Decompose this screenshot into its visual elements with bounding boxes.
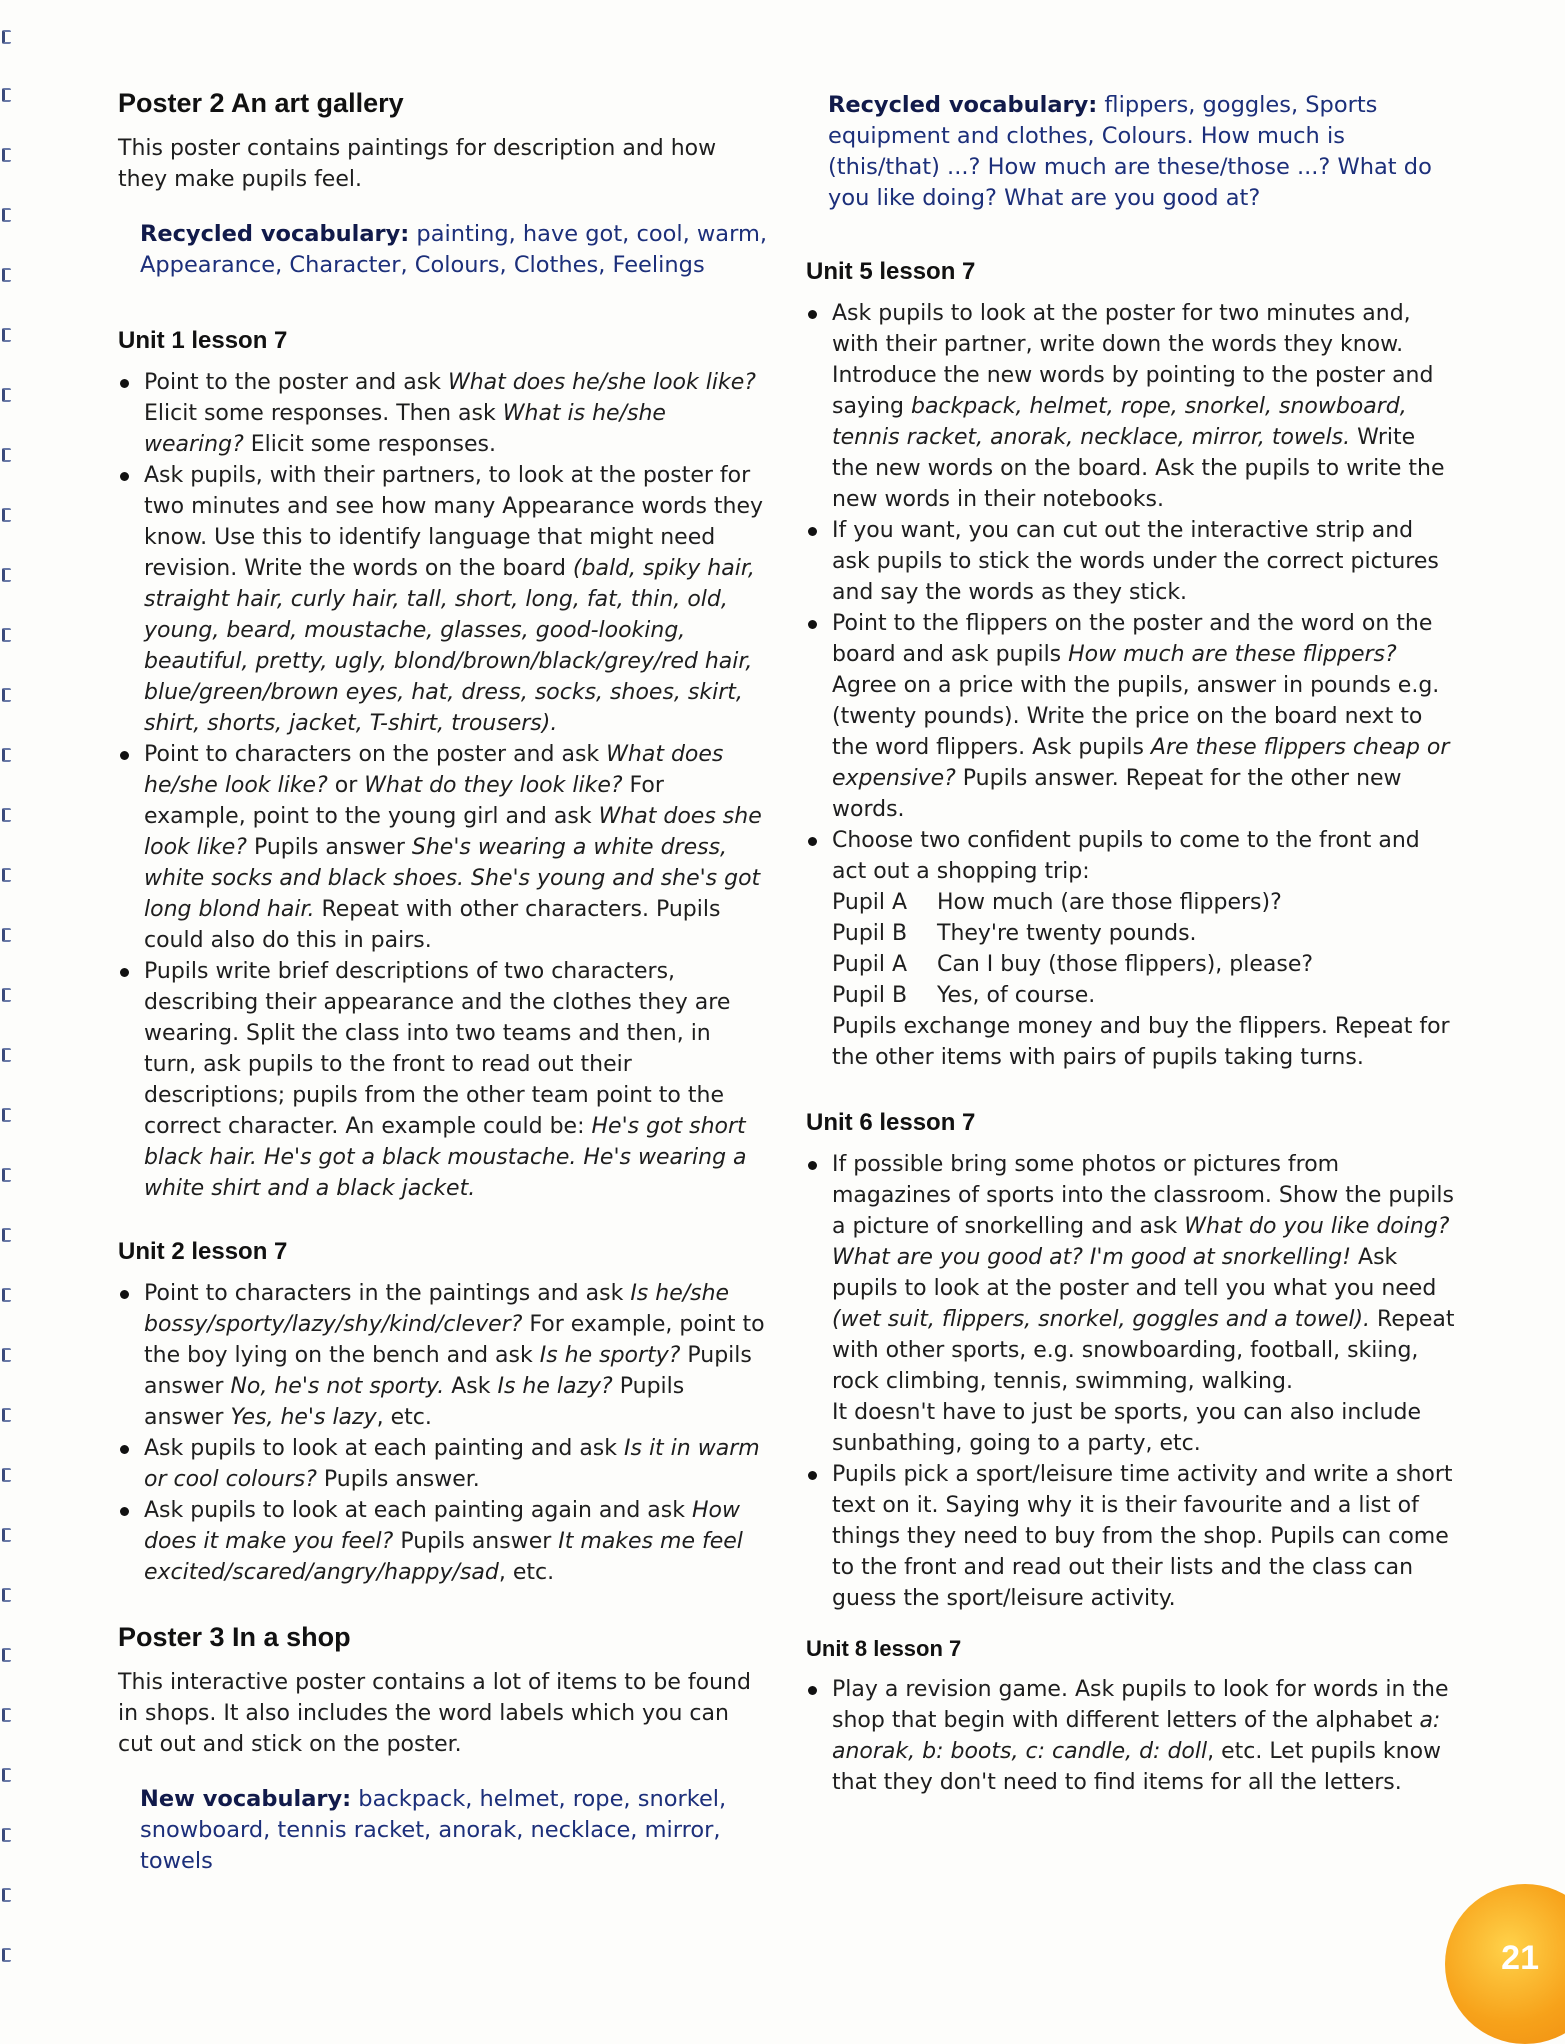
unit5-title: Unit 5 lesson 7 [806,258,976,285]
unit2-title: Unit 2 lesson 7 [118,1238,288,1265]
poster3-intro: This interactive poster contains a lot of items to be found in shops. It also includes the word labels which you can cut out and stick on the poster. [118,1670,751,1757]
list-item: Point to characters on the poster and ask What does he/she look like? or What do they look like? For example, point to the young girl and ask What does she look like? Pupils answer She's wearing a white dress, white socks and black shoes. She's young and she's got long blond hair. Repeat with other characters. Pupils could also do this in pairs. [118,739,768,956]
poster2-title: Poster 2 An art gallery [118,88,404,118]
list-item: Ask pupils to look at the poster for two minutes and, with their partner, write down the words they know. Introduce the new words by pointing to the poster and saying backpack, helmet, rope, snorkel, snowboard, tennis racket, anorak, necklace, mirror, towels. Write the new words on the board. Ask the pupils to write the new words in their notebooks. [806,298,1456,515]
unit6-title: Unit 6 lesson 7 [806,1109,976,1136]
list-item: If possible bring some photos or pictures from magazines of sports into the classroom. Show the pupils a picture of snorkelling and ask What do you like doing? What are you good at? I'm good at snorkelling! Ask pupils to look at the poster and tell you what you need (wet suit, flippers, snorkel, goggles and a towel). Repeat with other sports, e.g. snowboarding, football, skiing, rock climbing, tennis, swimming, walking. It doesn't have to just be sports, you can also include sunbathing, going to a party, etc. [806,1149,1456,1459]
dialog-row: Pupil A How much (are those flippers)? [832,890,1282,915]
list-item: Pupils pick a sport/leisure time activity and write a short text on it. Saying why it is their favourite and a list of things they need to buy from the shop. Pupils can come to the front and read out their lists and the class can guess the sport/leisure activity. [806,1459,1456,1614]
list-item: Point to characters in the paintings and ask Is he/she bossy/sporty/lazy/shy/kind/clever? For example, point to the boy lying on the bench and ask Is he sporty? Pupils answer No, he's not sporty. Ask Is he lazy? Pupils answer Yes, he's lazy, etc. [118,1278,768,1433]
unit8-title: Unit 8 lesson 7 [806,1636,962,1661]
recycled-vocab-text: flippers, goggles, Sports equipment and clothes, Colours. How much is (this/that) ...? How much are these/those ...? What do you like doing? What are you good at? [828,92,1432,211]
recycled-vocab [828,90,1456,214]
unit5-list [806,298,1456,1073]
dialog-after: Pupils exchange money and buy the flippers. Repeat for the other items with pairs of pupils taking turns. [832,1014,1450,1070]
unit6-list [806,1149,1456,1614]
list-item: Ask pupils to look at each painting again and ask How does it make you feel? Pupils answer It makes me feel excited/scared/angry/happy/sad, etc. [118,1495,768,1588]
shopping-dialog [832,887,1456,1011]
list-item: Play a revision game. Ask pupils to look for words in the shop that begin with different letters of the alphabet a: anorak, b: boots, c: candle, d: doll, etc. Let pupils know that they don't need to find items for all the letters. [806,1674,1456,1798]
poster3-vocab [140,1784,768,1877]
recycled-vocab-label: Recycled vocabulary: [828,92,1098,118]
spiral-binding [0,0,14,2000]
unit8-list [806,1674,1456,1798]
unit1-title: Unit 1 lesson 7 [118,327,288,354]
list-item: Ask pupils to look at each painting and ask Is it in warm or cool colours? Pupils answer. [118,1433,768,1495]
left-column [118,88,768,1917]
poster2-intro: This poster contains paintings for description and how they make pupils feel. [118,136,717,192]
list-item: Pupils write brief descriptions of two characters, describing their appearance and the clothes they are wearing. Split the class into two teams and then, in turn, ask pupils to the front to read out their descriptions; pupils from the other team point to the correct character. An example could be: He's got short black hair. He's got a black moustache. He's wearing a white shirt and a black jacket. [118,956,768,1204]
poster3-vocab-label: New vocabulary: [140,1786,352,1812]
list-item: Point to the poster and ask What does he/she look like? Elicit some responses. Then ask What is he/she wearing? Elicit some responses. [118,367,768,460]
page-number: 21 [1501,1939,1539,1977]
poster3-title: Poster 3 In a shop [118,1622,351,1652]
unit1-list [118,367,768,1204]
unit2-list [118,1278,768,1588]
right-column [806,90,1456,1832]
list-item: If you want, you can cut out the interactive strip and ask pupils to stick the words under the correct pictures and say the words as they stick. [806,515,1456,608]
dialog-row: Pupil A Can I buy (those flippers), please? [832,952,1314,977]
list-item: Ask pupils, with their partners, to look at the poster for two minutes and see how many Appearance words they know. Use this to identify language that might need revision. Write the words on the board (bald, spiky hair, straight hair, curly hair, tall, short, long, fat, thin, old, young, beard, moustache, glasses, good-looking, beautiful, pretty, ugly, blond/brown/black/grey/red hair, blue/green/brown eyes, hat, dress, socks, shoes, skirt, shirt, shorts, jacket, T-shirt, trousers). [118,460,768,739]
list-item: Choose two confident pupils to come to the front and act out a shopping trip: Pupil A How much (are those flippers)? Pupil B They're twenty pounds. Pupil A Can I buy (those flippers), please? Pupil B Yes, of course. Pupils exchange money and buy the flippers. Repeat for the other items with pairs of pupils taking turns. [806,825,1456,1073]
list-item: Point to the flippers on the poster and the word on the board and ask pupils How much are these flippers? Agree on a price with the pupils, answer in pounds e.g. (twenty pounds). Write the price on the board next to the word flippers. Ask pupils Are these flippers cheap or expensive? Pupils answer. Repeat for the other new words. [806,608,1456,825]
poster3-vocab-text: backpack, helmet, rope, snorkel, snowboard, tennis racket, anorak, necklace, mirror, towels [140,1786,727,1874]
poster2-vocab-text: painting, have got, cool, warm, Appearance, Character, Colours, Clothes, Feelings [140,221,768,278]
dialog-row: Pupil B Yes, of course. [832,983,1096,1008]
dialog-row: Pupil B They're twenty pounds. [832,921,1197,946]
poster2-vocab-label: Recycled vocabulary: [140,221,410,247]
poster2-vocab [140,219,768,281]
